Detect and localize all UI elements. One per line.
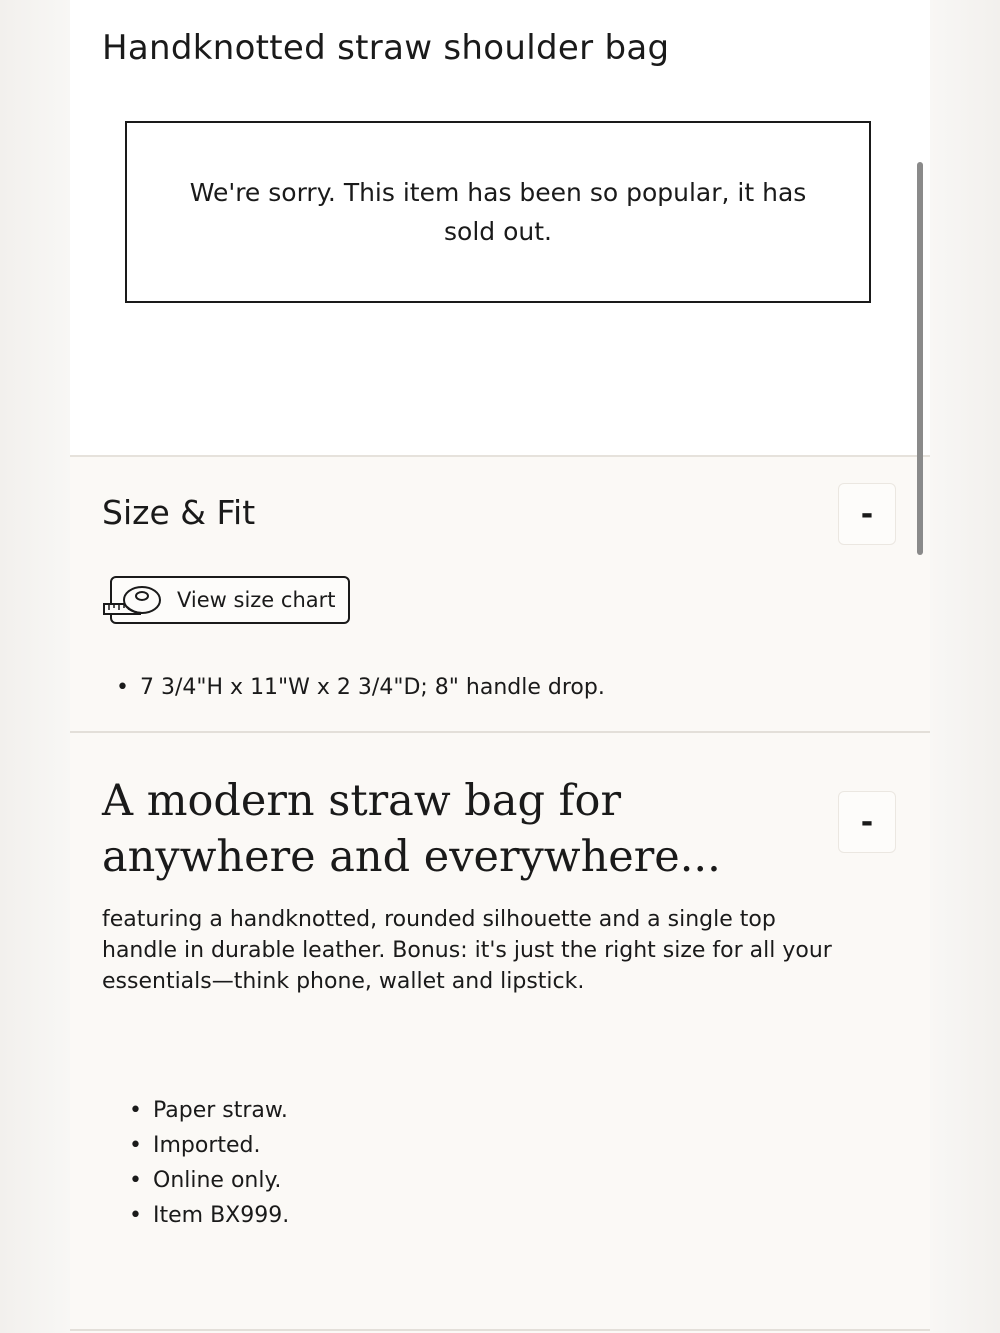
sold-out-message: We're sorry. This item has been so popular, it has sold out. <box>189 178 807 246</box>
tape-measure-icon <box>102 582 162 622</box>
product-panel <box>70 0 930 1333</box>
description-collapse-button[interactable]: - <box>838 791 896 853</box>
size-fit-collapse-button[interactable]: - <box>838 483 896 545</box>
list-item: • Item BX999. <box>153 1198 289 1233</box>
description-heading: A modern straw bag for anywhere and everywhere... <box>102 776 721 882</box>
dimensions-list <box>140 675 605 700</box>
list-item: • Paper straw. <box>153 1093 289 1128</box>
size-fit-section <box>70 457 930 733</box>
product-title: Handknotted straw shoulder bag <box>102 28 670 68</box>
view-size-chart-button[interactable] <box>110 576 350 624</box>
description-body: featuring a handknotted, rounded silhouette and a single top handle in durable leather. Bonus: it's just the right size for all your essentials—think phone, wallet and lipstick. <box>102 907 832 994</box>
size-fit-heading: Size & Fit <box>102 493 256 532</box>
features-list <box>153 1093 289 1233</box>
product-header-section <box>70 0 930 457</box>
list-item: • 7 3/4"H x 11"W x 2 3/4"D; 8" handle drop. <box>140 675 605 700</box>
list-item: • Imported. <box>153 1128 289 1163</box>
list-item: • Online only. <box>153 1163 289 1198</box>
view-size-chart-label: View size chart <box>177 588 336 612</box>
description-section <box>70 733 930 1331</box>
scrollbar-thumb[interactable] <box>917 162 923 555</box>
sold-out-notice <box>125 121 871 303</box>
